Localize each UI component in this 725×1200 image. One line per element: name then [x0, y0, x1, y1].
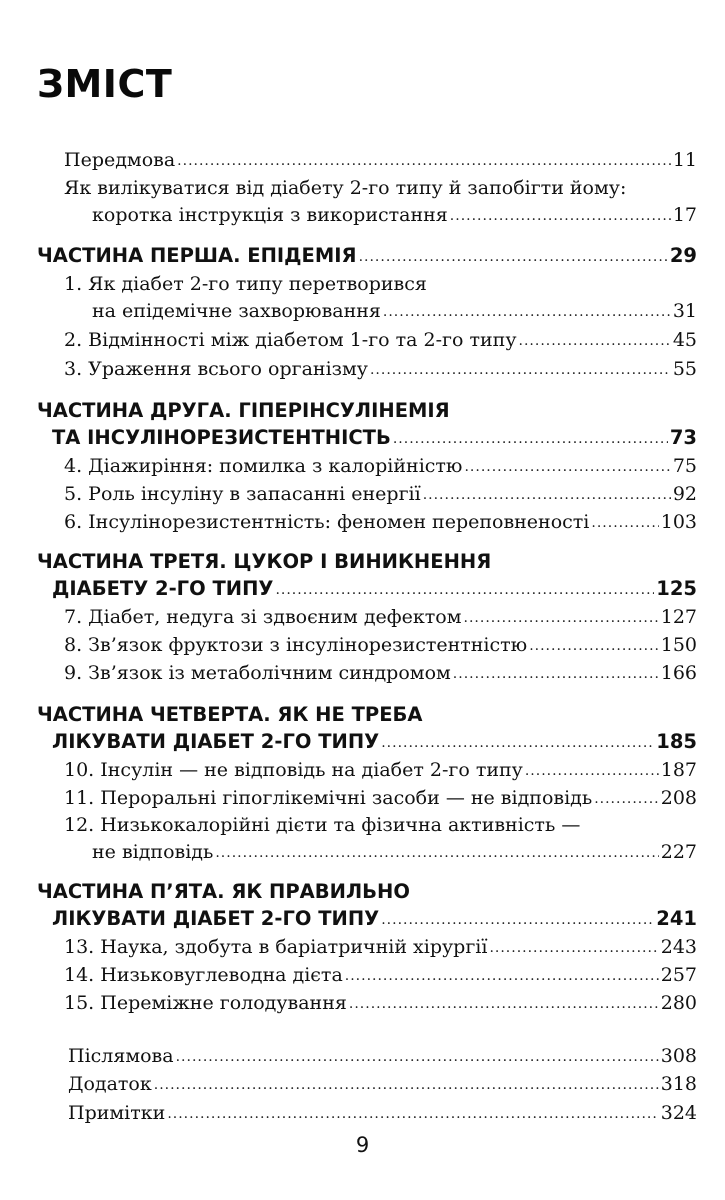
dot-leader — [423, 482, 671, 508]
toc-entry-ch2[interactable] — [64, 327, 697, 355]
part-title: ЛІКУВАТИ ДІАБЕТ 2-ГО ТИПУ — [52, 907, 380, 930]
toc-part-5[interactable] — [52, 906, 697, 934]
entry-page: 308 — [660, 1045, 697, 1067]
page-number: 9 — [355, 1133, 370, 1157]
dot-leader — [275, 577, 654, 603]
toc-entry-ch13[interactable] — [64, 934, 697, 962]
toc-entry-ch11[interactable] — [64, 785, 697, 813]
entry-page: 55 — [672, 358, 697, 380]
entry-page: 125 — [656, 577, 697, 600]
toc-entry-ch10[interactable] — [64, 757, 697, 785]
toc-part-4[interactable] — [52, 729, 697, 757]
toc-entry-ch7[interactable] — [64, 604, 697, 632]
dot-leader — [381, 907, 654, 933]
toc-entry-ch1[interactable] — [92, 298, 697, 326]
dot-leader — [177, 148, 671, 174]
dot-leader — [383, 299, 671, 325]
toc-entry-ch15[interactable] — [64, 990, 697, 1018]
toc-entry-foreword[interactable] — [64, 147, 697, 175]
entry-page: 92 — [672, 483, 697, 505]
entry-page: 75 — [672, 455, 697, 477]
entry-label: 4. Діажиріння: помилка з калорійністю — [64, 455, 463, 477]
entry-label: 10. Інсулін — не відповідь на діабет 2-го типу — [64, 759, 523, 781]
entry-label: на епідемічне захворювання — [92, 300, 381, 322]
entry-page: 73 — [669, 426, 697, 449]
toc-part-3[interactable] — [52, 576, 697, 604]
entry-page: 103 — [660, 511, 697, 533]
entry-page: 45 — [672, 329, 697, 351]
toc-part-5-line1: ЧАСТИНА П’ЯТА. ЯК ПРАВИЛЬНО — [37, 880, 410, 903]
toc-entry-ch1-line1: 1. Як діабет 2-го типу перетворився — [64, 273, 427, 295]
toc-entry-ch6[interactable] — [64, 509, 697, 537]
toc-entry-ch5[interactable] — [64, 481, 697, 509]
dot-leader — [525, 758, 659, 784]
entry-label: 6. Інсулінорезистентність: феномен переповненості — [64, 511, 590, 533]
entry-page: 241 — [656, 907, 697, 930]
entry-label: коротка інструкція з використання — [92, 204, 448, 226]
toc-entry-intro-line1: Як вилікуватися від діабету 2-го типу й запобігти йому: — [64, 177, 627, 199]
toc-entry-ch12-line1: 12. Низькокалорійні дієти та фізична активність — — [64, 814, 581, 836]
dot-leader — [591, 510, 658, 536]
dot-leader — [345, 963, 659, 989]
page-title: ЗМІСТ — [37, 62, 173, 106]
entry-label: 9. Зв’язок із метаболічним синдромом — [64, 662, 451, 684]
toc-part-2[interactable] — [52, 425, 697, 453]
part-title: ТА ІНСУЛІНОРЕЗИСТЕНТНІСТЬ — [52, 426, 391, 449]
entry-label: 14. Низьковуглеводна дієта — [64, 964, 343, 986]
dot-leader — [489, 935, 658, 961]
entry-page: 150 — [660, 634, 697, 656]
toc-entry-notes[interactable] — [68, 1100, 697, 1128]
entry-label: 15. Переміжне голодування — [64, 992, 347, 1014]
toc-part-2-line1: ЧАСТИНА ДРУГА. ГІПЕРІНСУЛІНЕМІЯ — [37, 399, 450, 422]
entry-page: 166 — [660, 662, 697, 684]
entry-page: 127 — [660, 606, 697, 628]
toc-entry-ch14[interactable] — [64, 962, 697, 990]
toc-part-3-line1: ЧАСТИНА ТРЕТЯ. ЦУКОР І ВИНИКНЕННЯ — [37, 550, 492, 573]
entry-label: Додаток — [68, 1073, 152, 1095]
entry-label: 11. Пероральні гіпоглікемічні засоби — не відповідь — [64, 787, 593, 809]
entry-page: 187 — [660, 759, 697, 781]
dot-leader — [464, 454, 670, 480]
toc-entry-ch12[interactable] — [92, 839, 697, 867]
dot-leader — [594, 786, 659, 812]
toc-entry-ch8[interactable] — [64, 632, 697, 660]
entry-label: 13. Наука, здобута в баріатричній хірургії — [64, 936, 488, 958]
toc-entry-appendix[interactable] — [68, 1071, 697, 1099]
entry-label: 3. Ураження всього організму — [64, 358, 368, 380]
dot-leader — [359, 244, 668, 270]
dot-leader — [381, 730, 654, 756]
entry-label: Післямова — [68, 1045, 174, 1067]
toc-entry-ch3[interactable] — [64, 356, 697, 384]
entry-page: 11 — [672, 149, 697, 171]
entry-label: 5. Роль інсуліну в запасанні енергії — [64, 483, 421, 505]
entry-label: Примітки — [68, 1102, 166, 1124]
entry-page: 31 — [672, 300, 697, 322]
dot-leader — [453, 661, 659, 687]
entry-page: 208 — [660, 787, 697, 809]
entry-page: 280 — [660, 992, 697, 1014]
entry-label: 7. Діабет, недуга зі здвоєним дефектом — [64, 606, 462, 628]
entry-label: 8. Зв’язок фруктози з інсулінорезистентністю — [64, 634, 528, 656]
toc-part-4-line1: ЧАСТИНА ЧЕТВЕРТА. ЯК НЕ ТРЕБА — [37, 703, 423, 726]
entry-label: Передмова — [64, 149, 176, 171]
entry-page: 324 — [660, 1102, 697, 1124]
entry-page: 29 — [669, 244, 697, 267]
entry-label: 2. Відмінності між діабетом 1-го та 2-го типу — [64, 329, 517, 351]
toc-entry-ch4[interactable] — [64, 453, 697, 481]
dot-leader — [370, 357, 671, 383]
entry-page: 243 — [660, 936, 697, 958]
toc-part-1[interactable] — [37, 243, 697, 271]
part-title: ЧАСТИНА ПЕРША. ЕПІДЕМІЯ — [37, 244, 357, 267]
toc-entry-ch9[interactable] — [64, 660, 697, 688]
dot-leader — [393, 426, 668, 452]
dot-leader — [176, 1044, 659, 1070]
dot-leader — [519, 328, 671, 354]
entry-page: 227 — [660, 841, 697, 863]
entry-page: 257 — [660, 964, 697, 986]
entry-page: 185 — [656, 730, 697, 753]
entry-page: 17 — [672, 204, 697, 226]
dot-leader — [529, 633, 659, 659]
dot-leader — [450, 203, 671, 229]
dot-leader — [154, 1072, 659, 1098]
entry-page: 318 — [660, 1073, 697, 1095]
dot-leader — [349, 991, 659, 1017]
entry-label: не відповідь — [92, 841, 214, 863]
dot-leader — [167, 1101, 658, 1127]
dot-leader — [464, 605, 659, 631]
part-title: ДІАБЕТУ 2-ГО ТИПУ — [52, 577, 274, 600]
toc-entry-intro[interactable] — [92, 202, 697, 230]
dot-leader — [215, 840, 658, 866]
toc-entry-afterword[interactable] — [68, 1043, 697, 1071]
part-title: ЛІКУВАТИ ДІАБЕТ 2-ГО ТИПУ — [52, 730, 380, 753]
